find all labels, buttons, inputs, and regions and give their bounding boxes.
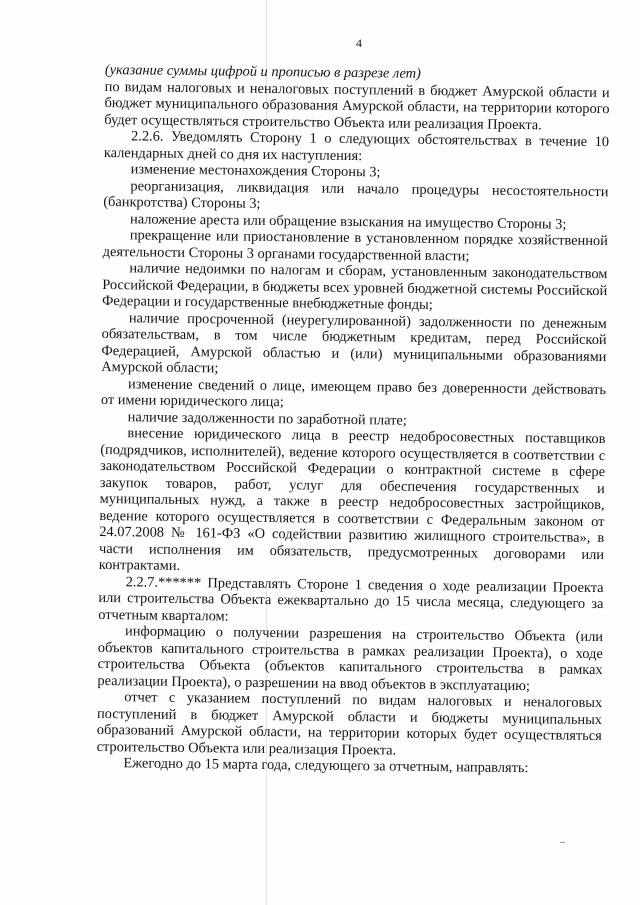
page-number: 4: [356, 36, 362, 50]
clause-2-2-6: 2.2.6. Уведомлять Сторону 1 о следующих обстоятельствах в течение 10 календарных дней со дня их наступления:: [103, 128, 610, 164]
paragraph-budget-revenues: по видам налоговых и неналоговых поступлений в бюджет Амурской области и бюджет муниципального образования Амурской области, на территории которого будет осуществляться строительство Объекта или реализация Проекта.: [104, 78, 610, 133]
item-revenue-report: отчет с указанием поступлений по видам налоговых и неналоговых поступлений в бюджет Амурской области и бюджеты муниципальных образований Амурской области, на территории которых будет осуществляться строительство Объекта или реализация Проекта.: [96, 689, 603, 759]
item-construction-permit-info: информацию о получении разрешения на строительство Объекта (или объектов капитального строительства в рамках реализации Проекта), о ходе строительства Объекта (объектов капитального строительства в рамках реализации Проекта), о разрешении на ввод объектов в эксплуатацию;: [97, 623, 604, 694]
item-location-change: изменение местонахождения Стороны 3;: [130, 161, 381, 181]
annual-submission-intro: Ежегодно до 15 марта года, следующего за отчетным, направлять:: [123, 755, 529, 777]
item-overdue-debt: наличие просроченной (неурегулированной) задолженности по денежным обязательствам, в том числе бюджетным кредитам, перед Российской Федерацией, Амурской областью и (или) муниципальными образованиями Амурской области;: [101, 309, 607, 377]
item-reorganization: реорганизация, ликвидация или начало процедуры несостоятельности (банкротства) Стороны 3;: [103, 177, 609, 212]
clause-2-2-7: 2.2.7.****** Представлять Стороне 1 сведения о ходе реализации Проекта или строительства Объекта ежеквартально до 15 числа месяца, следующего за отчетным кварталом:: [98, 573, 604, 625]
item-arrest: наложение ареста или обращение взыскания на имущество Стороны 3;: [129, 210, 567, 233]
item-suspension: прекращение или приостановление в установленном порядке хозяйственной деятельности Стороны 3 органами государственной власти;: [102, 227, 608, 264]
item-wage-arrears: наличие задолженности по заработной плате;: [127, 408, 407, 429]
scan-speck: [560, 842, 565, 843]
item-tax-arrears: наличие недоимки по налогам и сборам, установленным законодательством Российской Федерации, в бюджеты всех уровней бюджетной системы Российской Федерации и государственные внебюджетные фонды;: [101, 260, 608, 314]
item-unfair-suppliers-register: внесение юридического лица в реестр недобросовестных поставщиков (подрядчиков, исполнителей), ведение которого осуществляется в соответствии с законодательством Российской Федерации о контрактной системе в сфере закупок товаров, работ, услуг для обеспечения государственных и муниципальных нужд, а также в реестр недобросовестных застройщиков, ведение которого осуществляется в соответствии с Федеральным законом от 24.07.2008 № 161-ФЗ «О содействии развитию жилищного строительства», в части исполнения им обязательств, предусмотренных договорами или контрактами.: [98, 425, 606, 574]
amount-note: (указание суммы цифрой и прописью в разрезе лет): [104, 62, 421, 82]
document-body: [96, 62, 610, 778]
item-authorized-person: изменение сведений о лице, имеющем право без доверенности действовать от имени юридического лица;: [100, 375, 607, 411]
